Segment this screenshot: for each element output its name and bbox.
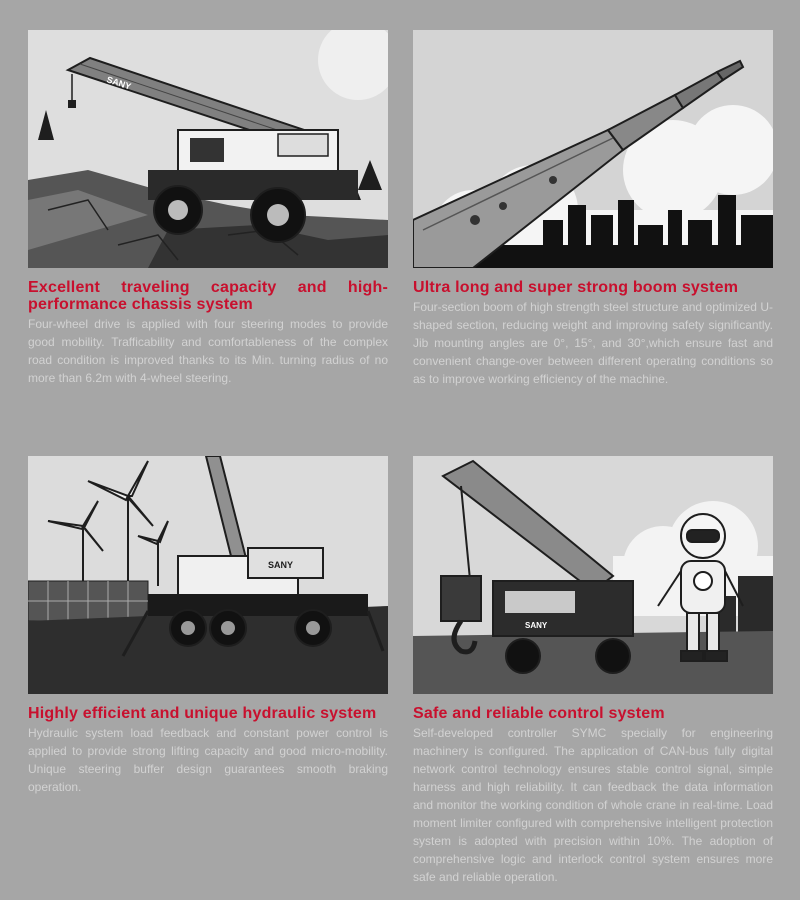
truck-crane-wind-farm-illustration [28, 456, 388, 694]
feature-card-hydraulic [28, 456, 388, 796]
truck-brand-label: SANY [525, 621, 548, 630]
rough-terrain-crane-illustration [28, 30, 388, 268]
section-title: Excellent traveling capacity and high-performance chassis system [28, 279, 388, 313]
section-description: Four-section boom of high strength steel structure and optimized U-shaped section, reducing weight and improving safety significantly. Jib mounting angles are 0°, 15°, and 30°,which ensure fast and convenient change-over between different operating conditions so as to improve working efficiency of the machine. [413, 300, 773, 386]
section-description: Four-wheel drive is applied with four steering modes to provide good mobility. Trafficability and comfortableness of the complex road condition is improved thanks to its Min. turning radius of no more than 6.2m with 4-wheel steering. [28, 317, 388, 385]
section-description: Self-developed controller SYMC specially for engineering machinery is configured. The application of CAN-bus fully digital network control technology ensures stable control signal, simple harness and high reliability. It can feedback the data information and monitor the working condition of whole crane in real-time. Load moment limiter configured with comprehensive intelligent protection system is adopted with precision within 10%. The adoption of comprehensive logic and interlock control system ensures more safe and reliable operation. [413, 726, 773, 884]
feature-card-boom [413, 30, 773, 388]
boom-brand-label: SANY [105, 74, 133, 92]
section-title: Highly efficient and unique hydraulic system [28, 705, 377, 722]
feature-card-chassis [28, 30, 388, 387]
truck-brand-label: SANY [268, 560, 294, 570]
telescopic-boom-illustration [413, 30, 773, 268]
section-title: Ultra long and super strong boom system [413, 279, 739, 296]
section-description: Hydraulic system load feedback and constant power control is applied to provide strong lifting capacity and good micro-mobility. Unique steering buffer design guarantees smooth braking operation. [28, 726, 388, 794]
feature-card-control [413, 456, 773, 886]
truck-crane-robot-illustration [413, 456, 773, 694]
section-title: Safe and reliable control system [413, 705, 665, 722]
